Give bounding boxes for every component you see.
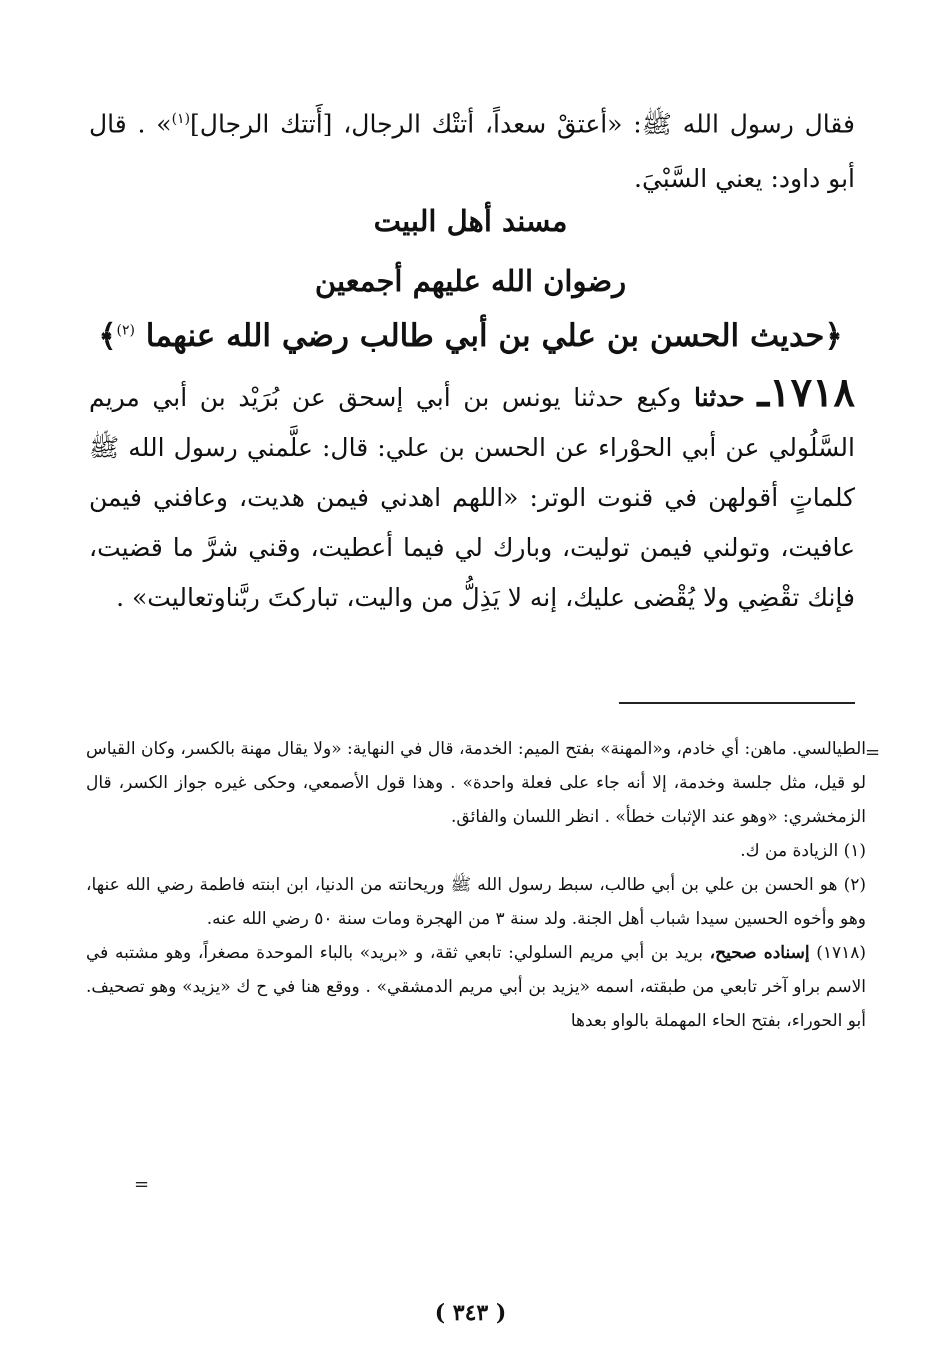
isnad-grade: إسناده صحيح،	[709, 943, 810, 963]
continuation-mark-bottom: =	[134, 1174, 150, 1195]
footnotes	[86, 732, 866, 1038]
section-heading-ridwan: رضوان الله عليهم أجمعين	[314, 264, 627, 298]
haddathana: حدثنا	[694, 383, 745, 412]
hadith-title	[0, 318, 941, 354]
opening-paragraph	[89, 92, 855, 206]
opening-line1-end: » . قال أبو	[89, 109, 855, 194]
footnote-hadith-1718	[86, 936, 866, 1038]
hadith-title-close: ﴾	[98, 318, 117, 354]
footnote-continuation: الطيالسي. ماهن: أي خادم، و«المهنة» بفتح الميم: الخدمة، قال في النهاية: «ولا يقال مهنة بالكسر، وكان القياس لو قيل، مثل جلسة وخدمة، إلا أنه جاء على فعلة واحدة» . وهذا قول الأصمعي، وحكى غيره جواز الكسر، قال الزمخشري: «وهو عند الإثبات خطأ» . انظر اللسان والفائق.	[86, 739, 866, 827]
footnote-ref-2: (٢)	[116, 322, 135, 339]
section-heading-musnad: مسند أهل البيت	[373, 204, 568, 238]
opening-line2: داود: يعني السَّبْيَ.	[634, 164, 821, 194]
hadith-text: وكيع حدثنا يونس بن أبي إسحق عن بُرَيْد بن أبي مريم السَّلُولي عن أبي الحوْراء عن الحسن بن علي: قال: علَّمني رسول الله ﷺ كلماتٍ أقولهن في قنوت الوتر: «اللهم اهدني فيمن هديت، وعافني فيمن عافيت، وتولني فيمن توليت، وبارك لي فيما أعطيت، وقني شرَّ ما قضيت، فإنك تقْضِي ولا يُقْضى عليك، إنه لا يَذِلُّ من واليت، تباركتَ ربَّناوتعاليت» .	[89, 383, 855, 612]
footnote-hadith-text: بريد بن أبي مريم السلولي: تابعي ثقة، و «بريد» بالباء الموحدة مصغراً، وهو مشتبه في الاسم براو آخر تابعي من طبقته، اسمه «يزيد بن أبي مريم الدمشقي» . ووقع هنا في ح ك «يزيد» وهو تصحيف. أبو الحوراء، بفتح الحاء المهملة بالواو بعدها	[86, 943, 866, 1031]
hadith-paragraph	[89, 368, 855, 623]
page-number: ( ٣٤٣ )	[434, 1300, 507, 1326]
hadith-dash: ـ	[757, 369, 770, 416]
hadith-number: ١٧١٨	[769, 369, 856, 416]
footnote-1: (١) الزيادة من ك.	[740, 841, 866, 861]
hadith-title-text: ﴿حديث الحسن بن علي بن أبي طالب رضي الله عنهما	[145, 318, 843, 354]
footnote-divider	[619, 702, 855, 704]
opening-line1: فقال رسول الله ﷺ: «أعتقْ سعداً، أتتْك الرجال، [أَتتك الرجال]	[190, 109, 855, 139]
footnote-ref-1: (١)	[171, 111, 191, 127]
footnote-hadith-number: (١٧١٨)	[816, 943, 867, 963]
footnote-2: (٢) هو الحسن بن علي بن أبي طالب، سبط رسول الله ﷺ وريحانته من الدنيا، ابن ابنته فاطمة رضي الله عنها، وهو وأخوه الحسين سيدا شباب أهل الجنة. ولد سنة ٣ من الهجرة ومات سنة ٥٠ رضي الله عنه.	[86, 875, 866, 929]
continuation-mark-top: =	[865, 742, 881, 763]
